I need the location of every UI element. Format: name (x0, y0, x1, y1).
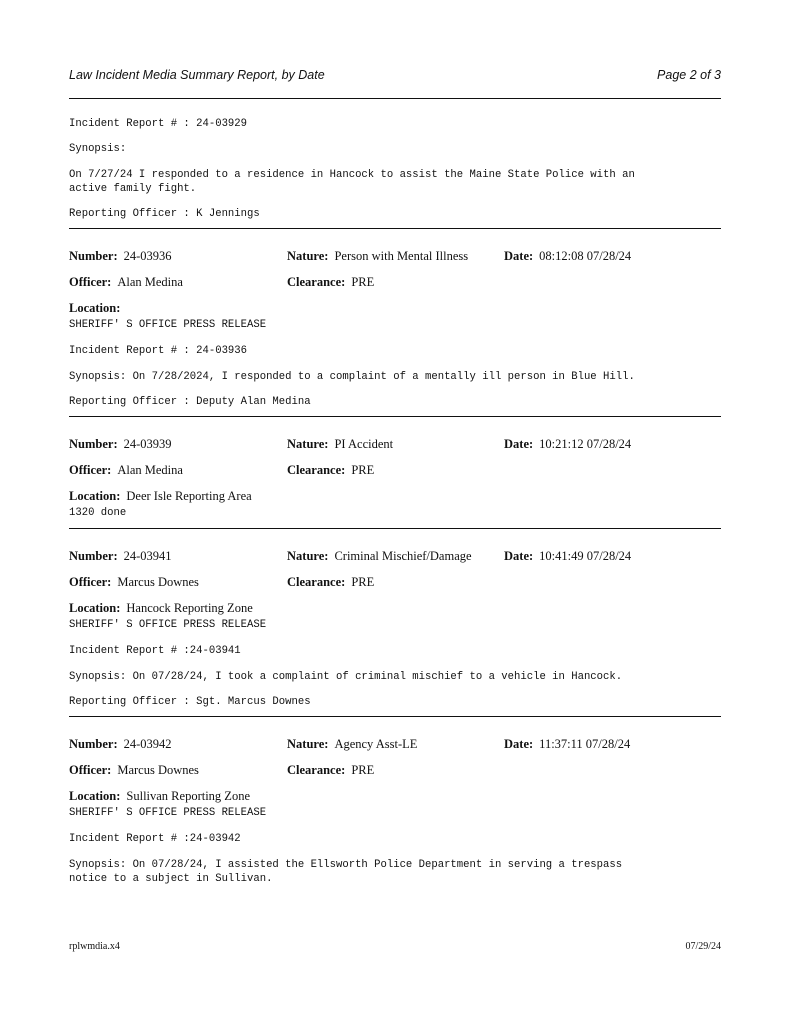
location-value: Sullivan Reporting Zone (126, 789, 250, 803)
nature-value: Person with Mental Illness (334, 249, 469, 263)
location-value: Deer Isle Reporting Area (126, 489, 252, 503)
number-value: 24-03942 (123, 737, 172, 751)
number-field (69, 737, 172, 752)
incident-report-line: Incident Report # :24-03942 (69, 833, 241, 845)
date-field (504, 549, 631, 564)
location-value: Hancock Reporting Zone (126, 601, 253, 615)
number-field (69, 549, 172, 564)
clearance-field (287, 275, 374, 290)
date-field (504, 437, 631, 452)
number-label: Number: (69, 549, 118, 563)
officer-field (69, 763, 199, 778)
officer-label: Officer: (69, 275, 112, 289)
officer-value: Alan Medina (117, 275, 183, 289)
location-field (69, 301, 126, 316)
date-field (504, 249, 631, 264)
record-divider (69, 528, 721, 529)
report-title: Law Incident Media Summary Report, by Date (69, 68, 325, 82)
clearance-label: Clearance: (287, 763, 346, 777)
officer-value: Marcus Downes (117, 763, 199, 777)
incident-report-line: Incident Report # : 24-03929 (69, 118, 248, 130)
officer-label: Officer: (69, 463, 112, 477)
record-divider (69, 716, 721, 717)
reporting-officer-line: Reporting Officer : Sgt. Marcus Downes (69, 696, 311, 708)
record-note: SHERIFF' S OFFICE PRESS RELEASE (69, 319, 267, 331)
date-label: Date: (504, 549, 534, 563)
synopsis-text: Synopsis: On 07/28/24, I took a complaint of criminal mischief to a vehicle in Hancock. (69, 671, 623, 683)
clearance-value: PRE (351, 575, 375, 589)
officer-field (69, 463, 183, 478)
reporting-officer-line: Reporting Officer : K Jennings (69, 208, 260, 220)
nature-field (287, 549, 472, 564)
location-field (69, 789, 250, 804)
clearance-value: PRE (351, 275, 375, 289)
location-label: Location: (69, 489, 121, 503)
nature-value: Criminal Mischief/Damage (334, 549, 472, 563)
clearance-value: PRE (351, 763, 375, 777)
page-number: Page 2 of 3 (657, 68, 721, 82)
number-label: Number: (69, 437, 118, 451)
record-note: SHERIFF' S OFFICE PRESS RELEASE (69, 807, 267, 819)
nature-label: Nature: (287, 737, 329, 751)
date-label: Date: (504, 437, 534, 451)
number-label: Number: (69, 737, 118, 751)
officer-label: Officer: (69, 763, 112, 777)
date-value: 08:12:08 07/28/24 (539, 249, 632, 263)
clearance-label: Clearance: (287, 463, 346, 477)
footer-date: 07/29/24 (685, 941, 721, 952)
number-value: 24-03939 (123, 437, 172, 451)
nature-value: PI Accident (334, 437, 394, 451)
nature-label: Nature: (287, 249, 329, 263)
officer-field (69, 275, 183, 290)
location-field (69, 601, 253, 616)
location-label: Location: (69, 789, 121, 803)
synopsis-label: Synopsis: (69, 143, 127, 155)
synopsis-text: On 7/27/24 I responded to a residence in Hancock to assist the Maine State Police with an active family fight. (69, 169, 635, 195)
record-note: 1320 done (69, 507, 127, 519)
nature-label: Nature: (287, 549, 329, 563)
number-field (69, 249, 172, 264)
clearance-field (287, 575, 374, 590)
date-value: 10:21:12 07/28/24 (539, 437, 632, 451)
footer-report-code: rplwmdia.x4 (69, 941, 120, 952)
clearance-field (287, 463, 374, 478)
nature-value: Agency Asst-LE (334, 737, 418, 751)
location-label: Location: (69, 601, 121, 615)
date-label: Date: (504, 249, 534, 263)
clearance-value: PRE (351, 463, 375, 477)
location-field (69, 489, 252, 504)
officer-label: Officer: (69, 575, 112, 589)
synopsis-text: Synopsis: On 7/28/2024, I responded to a complaint of a mentally ill person in Blue Hill. (69, 371, 635, 383)
number-label: Number: (69, 249, 118, 263)
officer-value: Marcus Downes (117, 575, 199, 589)
number-value: 24-03936 (123, 249, 172, 263)
officer-field (69, 575, 199, 590)
reporting-officer-line: Reporting Officer : Deputy Alan Medina (69, 396, 311, 408)
date-value: 10:41:49 07/28/24 (539, 549, 632, 563)
nature-field (287, 437, 393, 452)
nature-label: Nature: (287, 437, 329, 451)
date-value: 11:37:11 07/28/24 (539, 737, 631, 751)
nature-field (287, 737, 417, 752)
incident-report-line: Incident Report # :24-03941 (69, 645, 241, 657)
header-divider (69, 98, 721, 99)
record-divider (69, 416, 721, 417)
date-field (504, 737, 630, 752)
number-field (69, 437, 172, 452)
number-value: 24-03941 (123, 549, 172, 563)
record-note: SHERIFF' S OFFICE PRESS RELEASE (69, 619, 267, 631)
date-label: Date: (504, 737, 534, 751)
nature-field (287, 249, 468, 264)
record-divider (69, 228, 721, 229)
officer-value: Alan Medina (117, 463, 183, 477)
clearance-label: Clearance: (287, 575, 346, 589)
report-header (69, 68, 721, 86)
incident-report-line: Incident Report # : 24-03936 (69, 345, 248, 357)
clearance-field (287, 763, 374, 778)
location-label: Location: (69, 301, 121, 315)
clearance-label: Clearance: (287, 275, 346, 289)
synopsis-text: Synopsis: On 07/28/24, I assisted the Ellsworth Police Department in serving a trespass notice to a subject in Sullivan. (69, 859, 623, 885)
